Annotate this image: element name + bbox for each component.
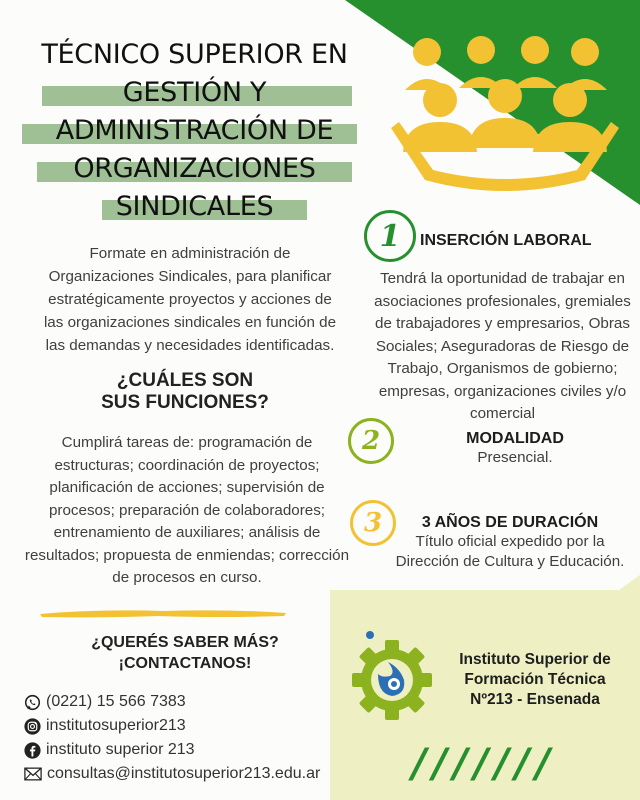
- whatsapp-icon: [24, 694, 41, 711]
- contact-instagram[interactable]: [24, 716, 186, 736]
- brush-divider: [38, 606, 288, 620]
- functions-text: Cumplirá tareas de: programación de estructuras; coordinación de proyectos; planificación de acciones; supervisión de procesos; preparación de colaboradores; entrenamiento de auxiliares; análisis de resultados; propuesta de enmiendas; corrección de procesos en curso.: [24, 434, 350, 586]
- section-3-text-line-1: Título oficial expedido por la: [415, 533, 605, 550]
- decorative-slashes: ///////: [412, 741, 557, 787]
- title-line-2: GESTIÓN Y: [22, 74, 367, 112]
- people-group-icon: [385, 30, 625, 200]
- program-title: [22, 36, 367, 226]
- instagram-handle: institutosuperior213: [46, 717, 186, 734]
- facebook-icon: [24, 742, 41, 759]
- contact-heading: ¿QUERÉS SABER MÁS? ¡CONTACTANOS!: [91, 634, 279, 672]
- title-line-5: SINDICALES: [22, 188, 367, 226]
- section-number-2: 2: [348, 418, 394, 464]
- section-1-text: Tendrá la oportunidad de trabajar en asociaciones profesionales, gremiales de trabajadores y empresarios, Obras Sociales; Aseguradoras de Riesgo de Trabajo, Organismos de gobierno; empresas, organizaciones civiles y/o comercial: [374, 270, 631, 422]
- title-line-4: ORGANIZACIONES: [22, 150, 367, 188]
- section-2-title: MODALIDAD: [466, 430, 564, 447]
- email-icon: [24, 767, 42, 781]
- functions-heading: ¿CUÁLES SON SUS FUNCIONES?: [101, 370, 269, 413]
- contact-email[interactable]: [24, 764, 320, 784]
- facebook-name: instituto superior 213: [46, 741, 195, 758]
- title-line-3: ADMINISTRACIÓN DE: [22, 112, 367, 150]
- section-3-title: 3 AÑOS DE DURACIÓN: [421, 514, 599, 531]
- instagram-icon: [24, 718, 41, 735]
- section-number-1: 1: [364, 210, 416, 262]
- section-number-3: 3: [350, 500, 396, 546]
- contact-phone[interactable]: [24, 692, 186, 712]
- section-2: [400, 430, 630, 468]
- section-3: [385, 514, 635, 572]
- section-2-text: Presencial.: [477, 449, 553, 466]
- section-1-title: INSERCIÓN LABORAL: [420, 232, 592, 249]
- email-address: consultas@institutosuperior213.edu.ar: [47, 765, 321, 782]
- institute-name: Instituto Superior de Formación Técnica Nº213 - Ensenada: [459, 651, 611, 708]
- phone-number: (0221) 15 566 7383: [46, 693, 186, 710]
- institute-gear-logo-icon: [350, 625, 440, 720]
- contact-facebook[interactable]: [24, 740, 195, 760]
- section-3-text-line-2: Dirección de Cultura y Educación.: [395, 553, 625, 570]
- program-description: Formate en administración de Organizaciones Sindicales, para planificar estratégicamente proyectos y acciones de las organizaciones sindicales en función de las demandas y necesidades identificadas.: [43, 245, 337, 354]
- title-line-1: TÉCNICO SUPERIOR EN: [41, 39, 348, 70]
